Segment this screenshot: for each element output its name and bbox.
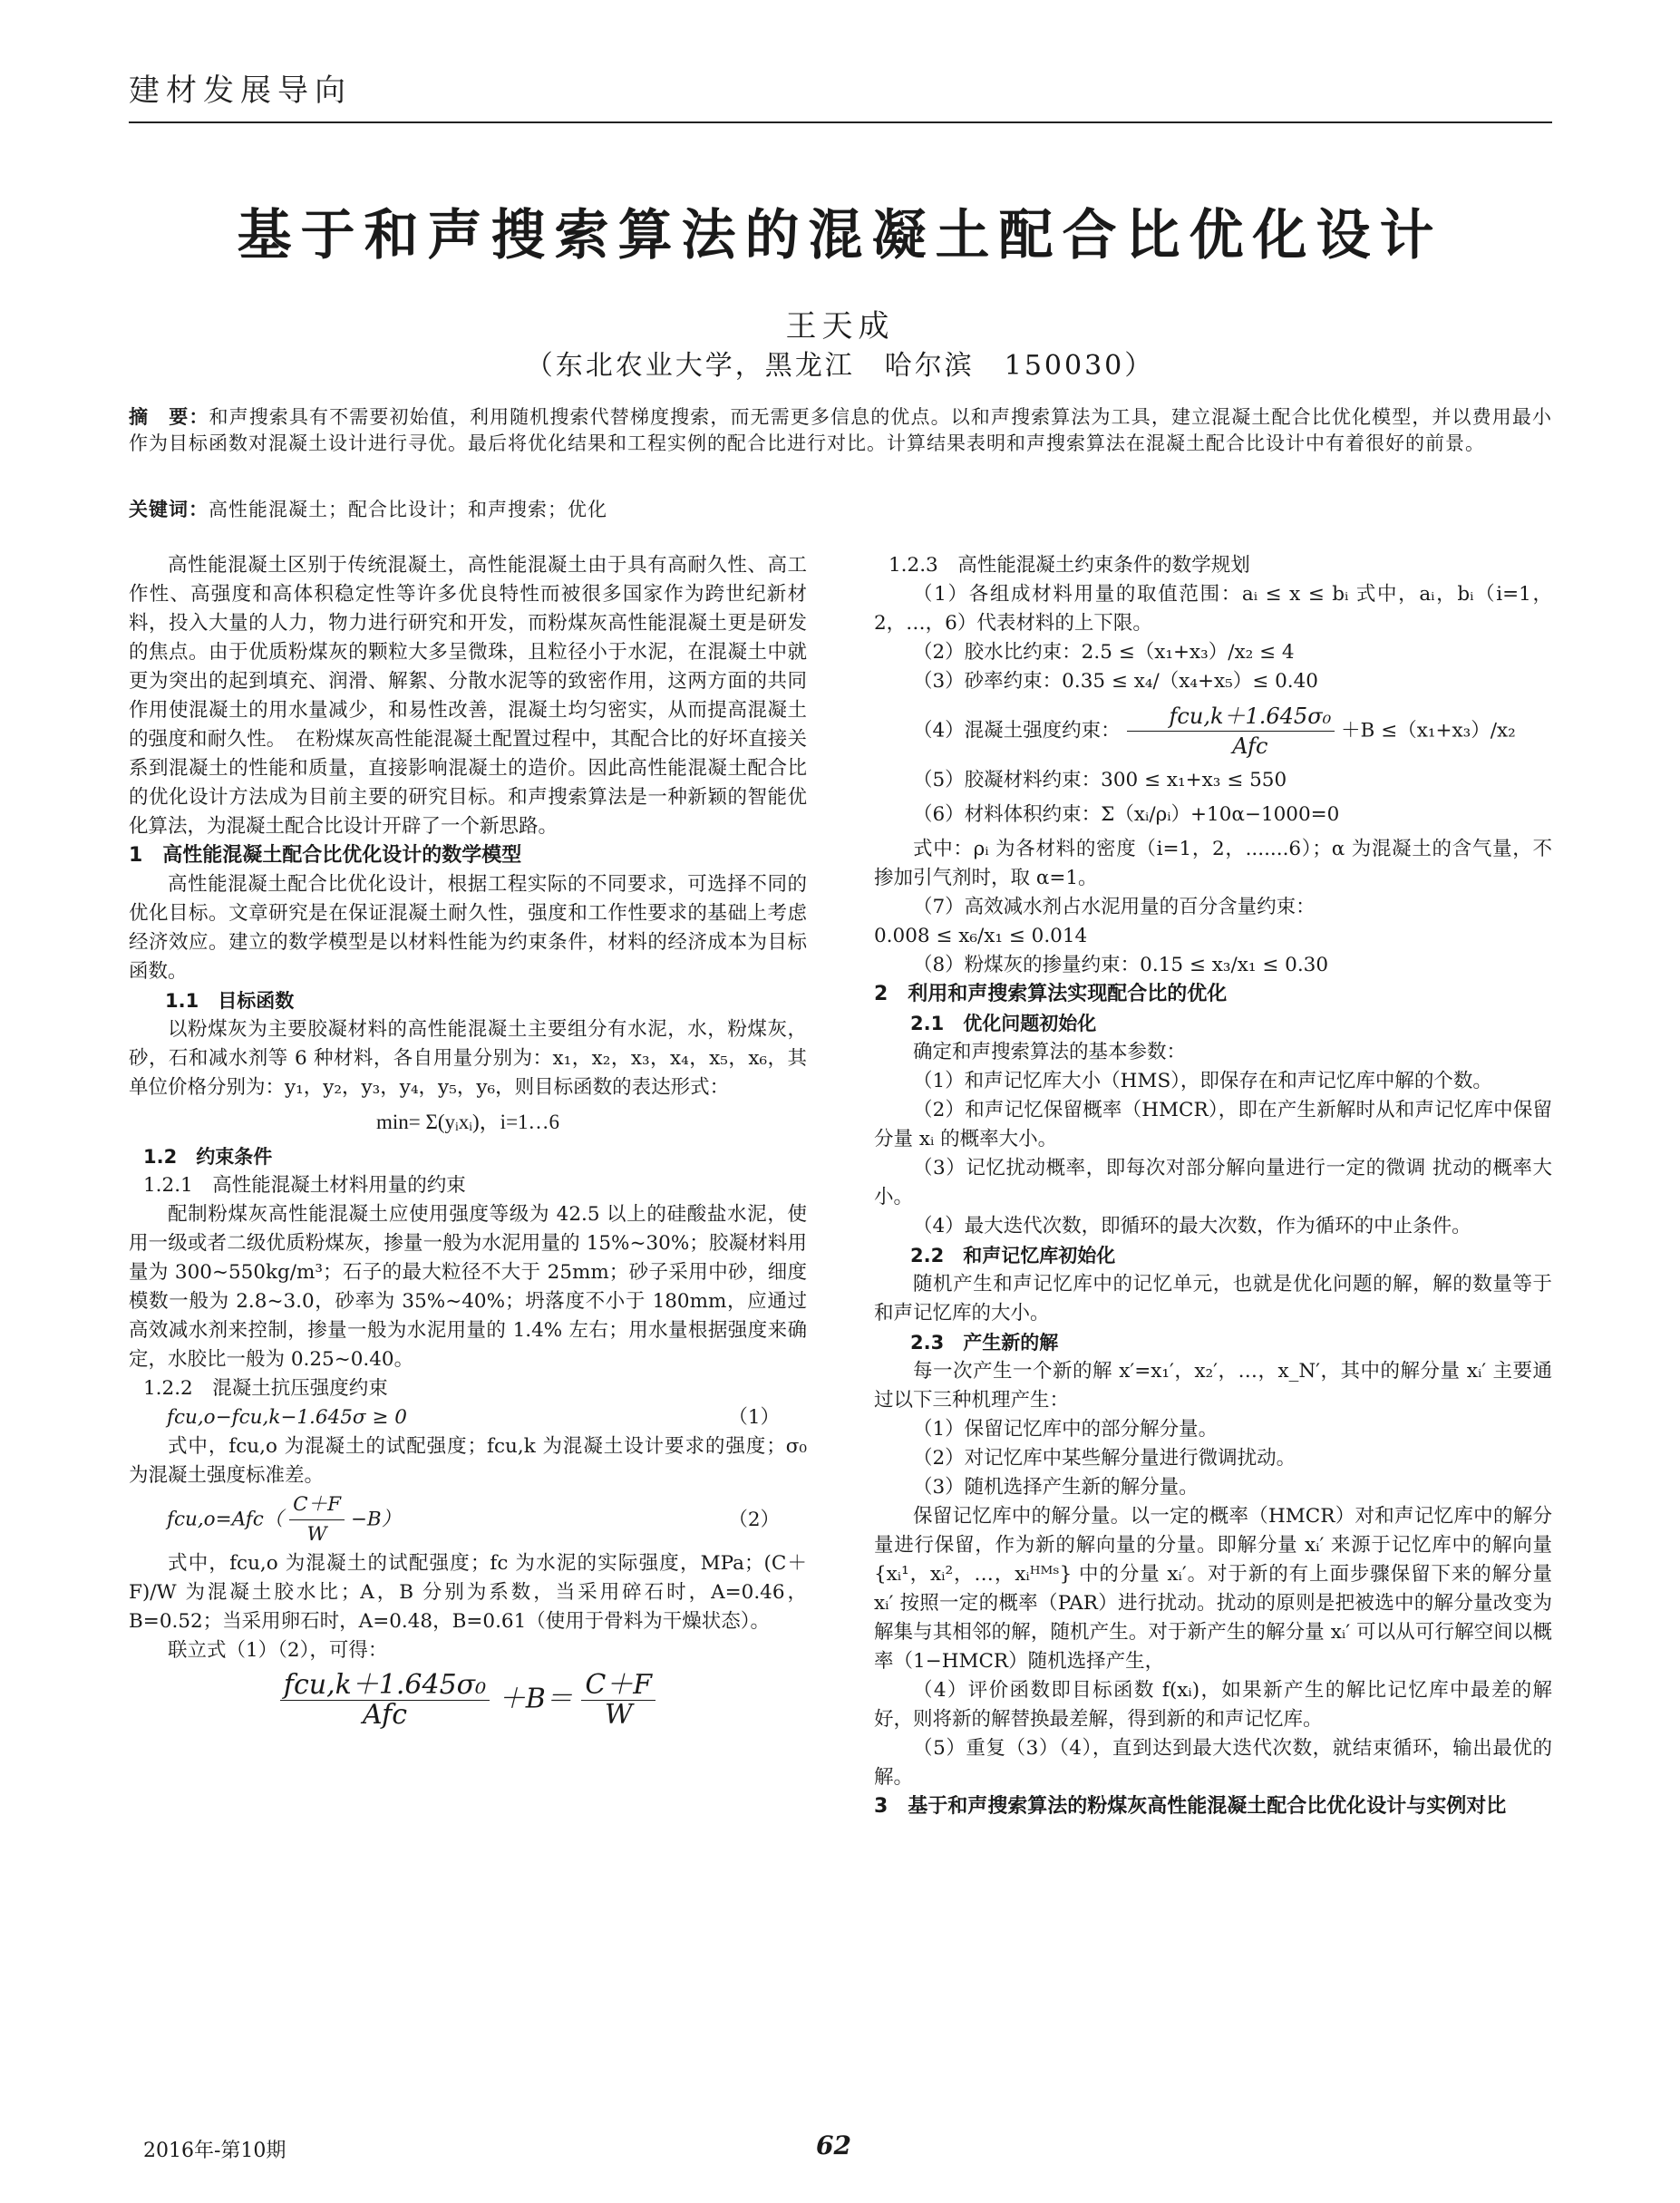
section-1-2-3-heading: 1.2.3 高性能混凝土约束条件的数学规划 [889, 554, 1250, 577]
page-number: 62 [816, 2130, 851, 2160]
constraint-4-denominator: Afc [1232, 733, 1268, 759]
hs-parameter-4: （4）最大迭代次数，即循环的最大次数，作为循环的中止条件。 [913, 1215, 1471, 1237]
constraint-7: （7）高效减水剂占水泥用量的百分含量约束： [913, 896, 1316, 918]
section-2-1-heading: 2.1 优化问题初始化 [910, 1013, 1097, 1034]
equation-1-body: fcu,o−fcu,k−1.645σ ≥ 0 [167, 1406, 407, 1429]
equation-2-left: fcu,o=Afc（ [167, 1508, 284, 1531]
equation-2-fraction [289, 1490, 345, 1549]
hs-parameter-2: （2）和声记忆保留概率（HMCR），即在产生新解时从和声记忆库中保留分量 xᵢ 的概率大小。 [874, 1099, 1552, 1150]
abstract-text: 和声搜索具有不需要初始值，利用随机搜索代替梯度搜索，而无需更多信息的优点。以和声搜索算法为工具，建立混凝土配合比优化模型，并以费用最小作为目标函数对混凝土设计进行寻优。最后将优化结果和工程实例的配合比进行对比。计算结果表明和声搜索算法在混凝土配合比设计中有着很好的前景。 [129, 406, 1553, 454]
keywords-text: 高性能混凝土；配合比设计；和声搜索；优化 [209, 499, 607, 520]
section-1-2-1-heading: 1.2.1 高性能混凝土材料用量的约束 [143, 1174, 466, 1197]
section-1-2-2-heading: 1.2.2 混凝土抗压强度约束 [143, 1377, 388, 1400]
hs-parameter-1: （1）和声记忆库大小（HMS），即保存在和声记忆库中解的个数。 [913, 1070, 1492, 1092]
right-column [874, 551, 1552, 1821]
abstract [129, 404, 1552, 457]
section-1-heading: 1 高性能混凝土配合比优化设计的数学模型 [129, 844, 522, 867]
repeat-paragraph: （5）重复（3）（4），直到达到最大迭代次数，就结束循环，输出最优的解。 [874, 1737, 1552, 1789]
equation-1-explanation: 式中，fcu,o 为混凝土的试配强度；fcu,k 为混凝土设计要求的强度；σ₀ 为混凝土强度标准差。 [129, 1435, 807, 1487]
combined-denominator-left: Afc [363, 1699, 408, 1731]
section-2-2-paragraph: 随机产生和声记忆库中的记忆单元，也就是优化问题的解，解的数量等于和声记忆库的大小。 [874, 1273, 1552, 1325]
combined-fraction-left [280, 1671, 490, 1730]
constraint-7-value: 0.008 ≤ x₆/x₁ ≤ 0.014 [874, 925, 1088, 947]
equation-2-number: （2） [728, 1508, 780, 1531]
abstract-label: 摘 要： [129, 406, 209, 428]
left-column [129, 551, 807, 1730]
section-1-1-heading: 1.1 目标函数 [165, 990, 295, 1012]
section-3-heading: 3 基于和声搜索算法的粉煤灰高性能混凝土配合比优化设计与实例对比 [874, 1795, 1507, 1818]
generation-mechanism-1: （1）保留记忆库中的部分解分量。 [913, 1418, 1219, 1441]
section-1-1-paragraph: 以粉煤灰为主要胶凝材料的高性能混凝土主要组分有水泥，水，粉煤灰，砂，石和减水剂等 6 种材料，各自用量分别为：x₁，x₂，x₃，x₄，x₅，x₆，其单位价格分别为：y₁，y₂，y₃，y₄，y₅，y₆，则目标函数的表达形式： [129, 1018, 807, 1099]
equation-2-numerator: C＋F [289, 1490, 345, 1520]
evaluation-paragraph: （4）评价函数即目标函数 f(xᵢ)，如果新产生的解比记忆库中最差的解好，则将新的解替换最差解，得到新的和声记忆库。 [874, 1679, 1552, 1731]
constraint-2: （2）胶水比约束：2.5 ≤（x₁+x₃）/x₂ ≤ 4 [913, 641, 1295, 664]
constraint-4-fraction [1127, 702, 1335, 761]
combined-numerator-left: fcu,k＋1.645σ₀ [280, 1671, 490, 1701]
equation-1-number: （1） [728, 1406, 780, 1429]
equation-2 [129, 1490, 807, 1549]
section-1-2-1-paragraph: 配制粉煤灰高性能混凝土应使用强度等级为 42.5 以上的硅酸盐水泥，使用一级或者二级优质粉煤灰，掺量一般为水泥用量的 15%~30%；胶凝材料用量为 300~550kg/m³；石子的最大粒径不大于 25mm；砂子采用中砂，细度模数一般为 2.8~3.0，砂率为 35%~40%；坍落度不小于 180mm，应通过高效减水剂来控制，掺量一般为水泥用量的 1.4% 左右；用水量根据强度来确定，水胶比一般为 0.25~0.40。 [129, 1203, 807, 1371]
constraint-3: （3）砂率约束：0.35 ≤ x₄/（x₄+x₅）≤ 0.40 [913, 670, 1318, 693]
section-1-paragraph: 高性能混凝土配合比优化设计，根据工程实际的不同要求，可选择不同的优化目标。文章研究是在保证混凝土耐久性，强度和工作性要求的基础上考虑经济效应。建立的数学模型是以材料性能为约束条件，材料的经济成本为目标函数。 [129, 873, 807, 983]
constraint-4-label: （4）混凝土强度约束： [913, 719, 1121, 742]
combined-fraction-right [581, 1671, 655, 1730]
constraint-4-rest: ＋B ≤（x₁+x₃）/x₂ [1341, 719, 1516, 742]
section-2-heading: 2 利用和声搜索算法实现配合比的优化 [874, 983, 1228, 1005]
constraint-4 [874, 702, 1552, 761]
combined-middle: ＋B＝ [498, 1683, 573, 1715]
equation-2-right: −B） [350, 1508, 402, 1531]
issue-label: 2016年-第10期 [143, 2140, 286, 2162]
constraint-6: （6）材料体积约束：Σ（xᵢ/ρᵢ）+10α−1000=0 [913, 803, 1340, 826]
affiliation: （东北农业大学，黑龙江 哈尔滨 150030） [525, 350, 1155, 382]
constraint-8: （8）粉煤灰的掺量约束：0.15 ≤ x₃/x₁ ≤ 0.30 [913, 954, 1329, 976]
equation-1 [129, 1403, 807, 1432]
memory-paragraph: 保留记忆库中的解分量。以一定的概率（HMCR）对和声记忆库中的解分量进行保留，作为新的解向量的分量。即解分量 xᵢ′ 来源于记忆库中的解向量 {xᵢ¹，xᵢ²，…，xᵢᴴᴹˢ} 中的分量 xᵢ′。对于新的有上面步骤保留下来的解分量 xᵢ′ 按照一定的概率（PAR）进行扰动。扰动的原则是把被选中的解分量改变为解集与其相邻的解，随机产生。对于新产生的解分量 xᵢ′ 可以从可行解空间以概率（1−HMCR）随机选择产生， [874, 1505, 1552, 1673]
hs-parameter-3: （3）记忆扰动概率，即每次对部分解向量进行一定的微调 扰动的概率大小。 [874, 1157, 1552, 1208]
section-1-2-heading: 1.2 约束条件 [143, 1146, 273, 1168]
combined-equation [129, 1671, 807, 1730]
intro-paragraph: 高性能混凝土区别于传统混凝土，高性能混凝土由于具有高耐久性、高工作性、高强度和高体积稳定性等许多优良特性而被很多国家作为跨世纪新材料，投入大量的人力，物力进行研究和开发，而粉煤灰高性能混凝土更是研发的焦点。由于优质粉煤灰的颗粒大多呈微珠，且粒径小于水泥，在混凝土中就更为突出的起到填充、润滑、解絮、分散水泥等的致密作用，这两方面的共同作用使混凝土的用水量减少，和易性改善，混凝土均匀密实，从而提高混凝土的强度和耐久性。 在粉煤灰高性能混凝土配置过程中，其配合比的好坏直接关系到混凝土的性能和质量，直接影响混凝土的造价。因此高性能混凝土配合比的优化设计方法成为目前主要的研究目标。和声搜索算法是一种新颖的智能优化算法，为混凝土配合比设计开辟了一个新思路。 [129, 554, 807, 838]
journal-name: 建材发展导向 [129, 73, 352, 109]
section-2-1-paragraph: 确定和声搜索算法的基本参数： [913, 1041, 1187, 1063]
paper-title: 基于和声搜索算法的混凝土配合比优化设计 [237, 204, 1443, 267]
keywords [129, 495, 1552, 522]
keywords-label: 关键词： [129, 499, 209, 520]
constraint-5: （5）胶凝材料约束：300 ≤ x₁+x₃ ≤ 550 [913, 769, 1287, 791]
constraint-1: （1）各组成材料用量的取值范围：aᵢ ≤ x ≤ bᵢ 式中，aᵢ，bᵢ（i=1，2，…，6）代表材料的上下限。 [874, 583, 1552, 635]
objective-function: min= Σ(yᵢxᵢ)，i=1…6 [375, 1111, 560, 1133]
combined-denominator-right: W [604, 1699, 633, 1731]
generation-mechanism-3: （3）随机选择产生新的解分量。 [913, 1476, 1199, 1499]
combine-text: 联立式（1）（2），可得： [168, 1639, 388, 1662]
section-2-3-heading: 2.3 产生新的解 [910, 1332, 1059, 1354]
author: 王天成 [785, 308, 895, 345]
section-2-3-paragraph: 每一次产生一个新的解 x′=x₁′，x₂′，…，x_N′，其中的解分量 xᵢ′ 主要通过以下三种机理产生： [874, 1360, 1552, 1412]
constraint-6-explanation: 式中：ρᵢ 为各材料的密度（i=1，2，.......6）；α 为混凝土的含气量，不掺加引气剂时，取 α=1。 [874, 838, 1552, 889]
header-rule [129, 121, 1552, 123]
combined-numerator-right: C＋F [581, 1671, 655, 1701]
constraint-4-numerator: fcu,k＋1.645σ₀ [1127, 702, 1335, 732]
generation-mechanism-2: （2）对记忆库中某些解分量进行微调扰动。 [913, 1447, 1296, 1470]
equation-2-explanation: 式中，fcu,o 为混凝土的试配强度；fc 为水泥的实际强度，MPa；(C＋F)/W 为混凝土胶水比；A，B 分别为系数，当采用碎石时，A=0.46，B=0.52；当采用卵石时，A=0.48，B=0.61（使用于骨料为干燥状态）。 [129, 1552, 807, 1633]
section-2-2-heading: 2.2 和声记忆库初始化 [910, 1245, 1116, 1266]
equation-2-denominator: W [306, 1523, 327, 1546]
